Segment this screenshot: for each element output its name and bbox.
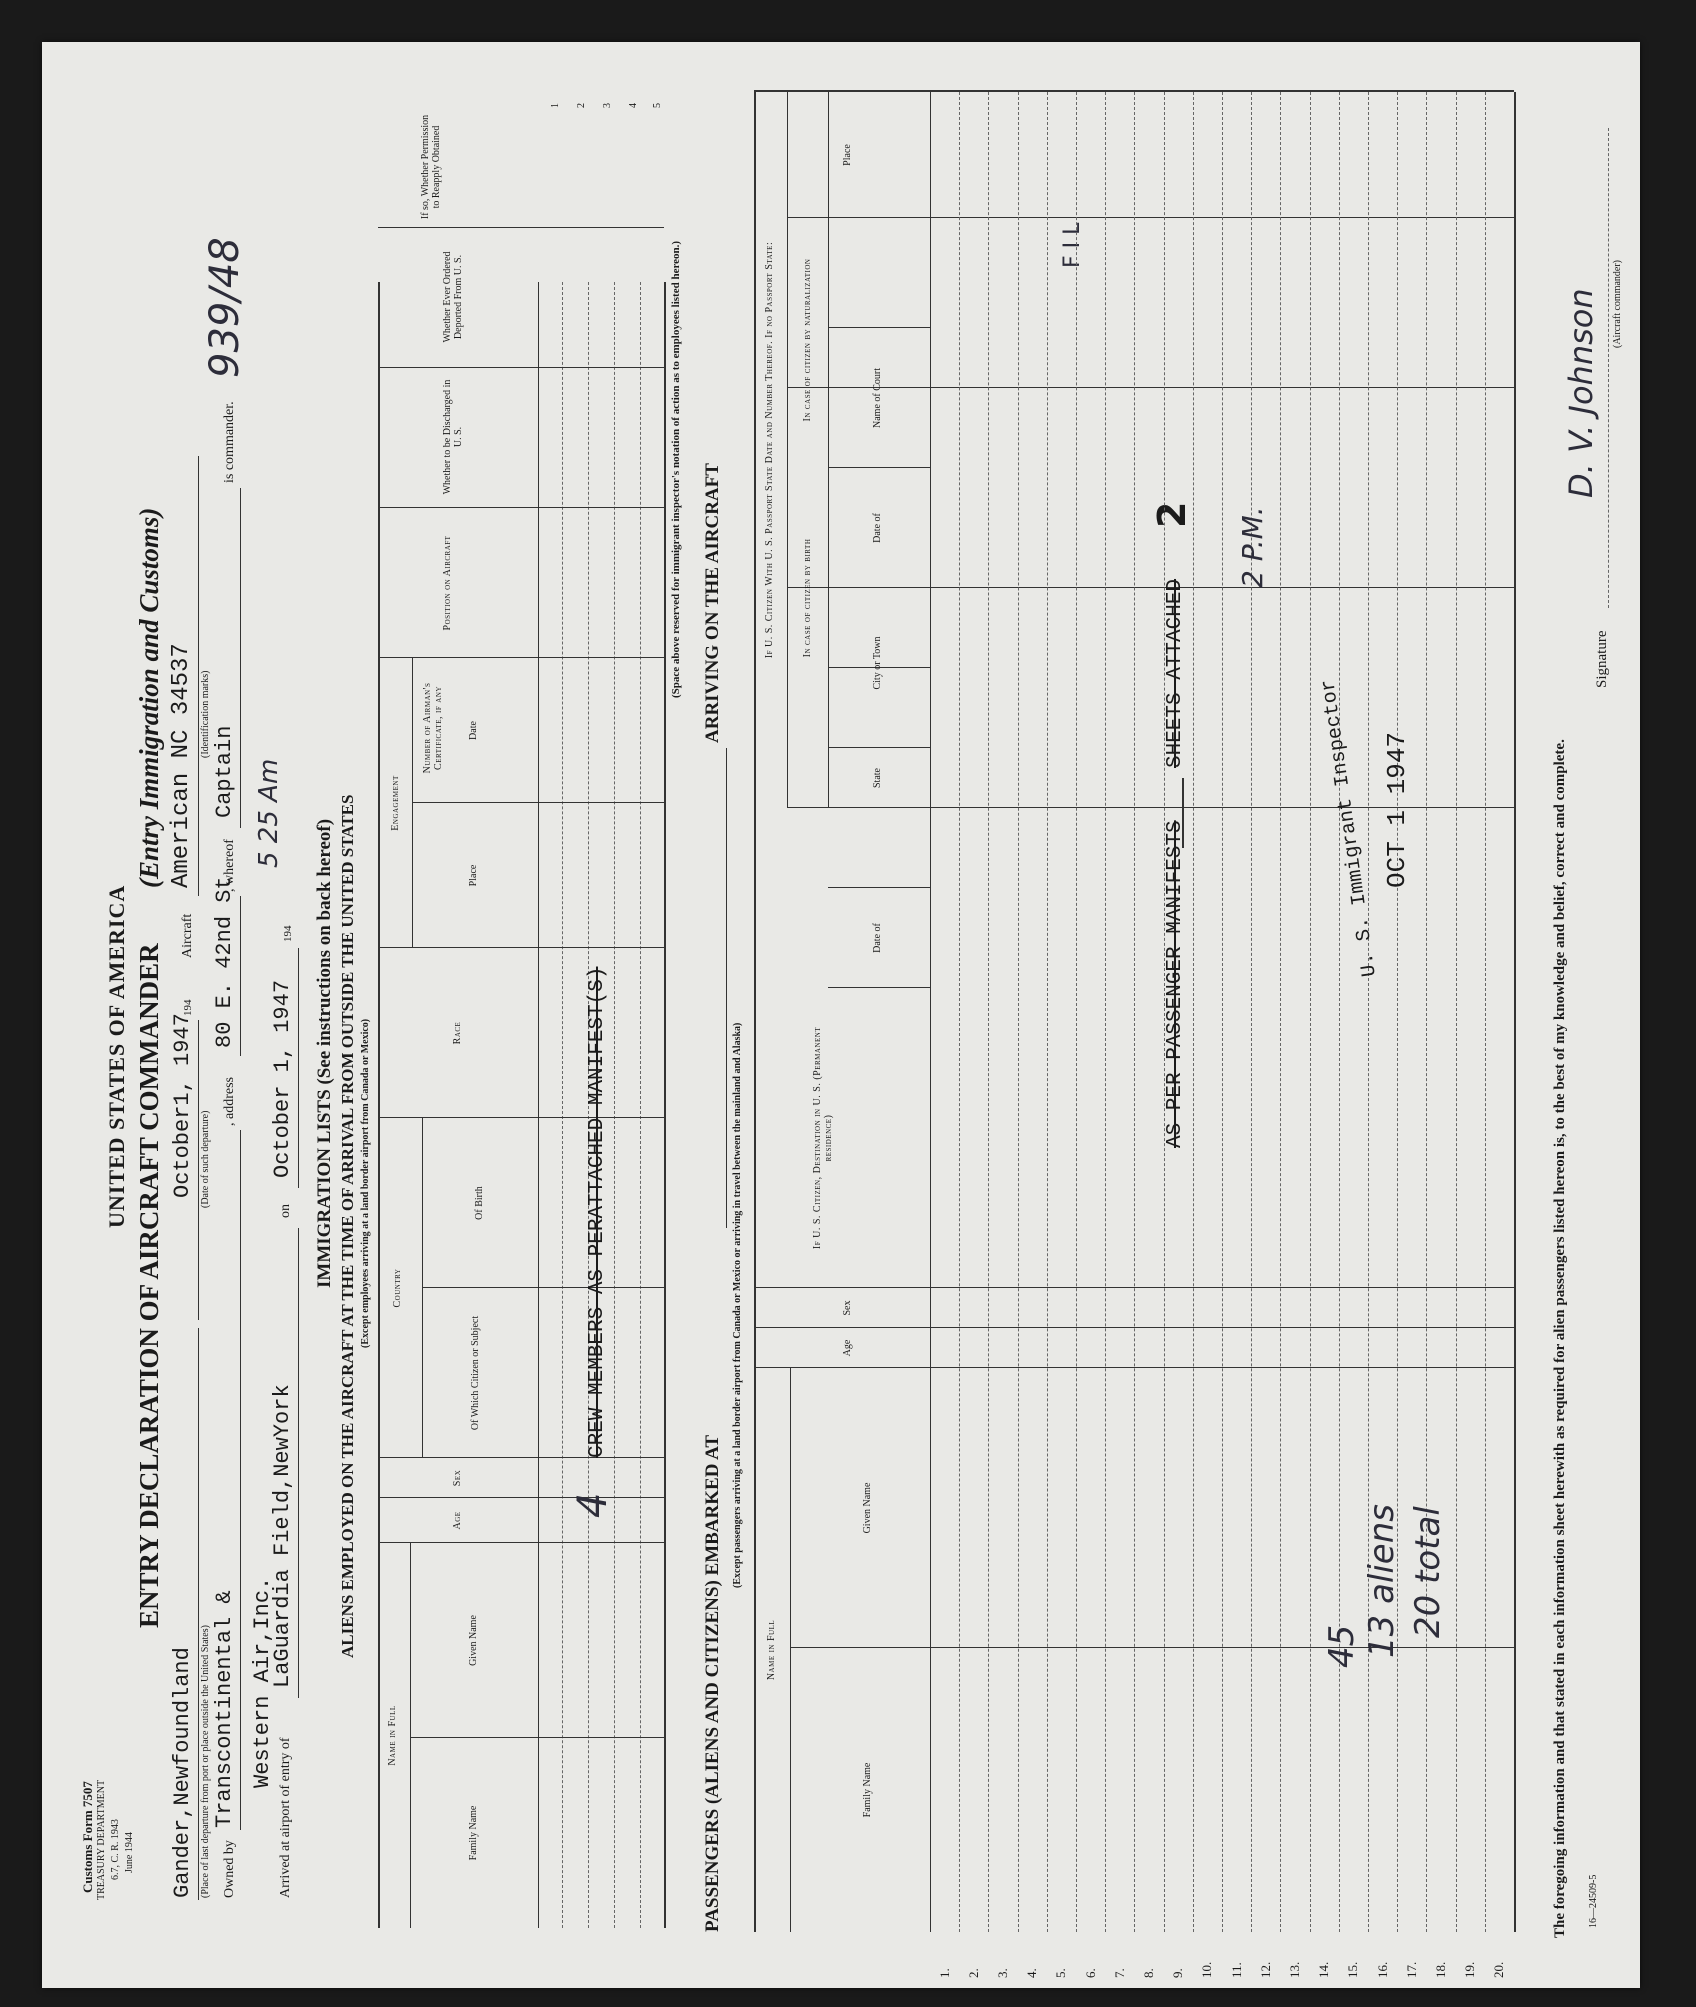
arrival-year-suffix: 194 <box>282 925 294 942</box>
passenger-row-number: 4. <box>1024 1968 1040 1978</box>
pass-col-name-of-court: Name of Court <box>872 368 883 428</box>
passenger-row-line <box>988 92 989 1932</box>
passenger-row-number: 20. <box>1491 1961 1507 1978</box>
passenger-heading-end: ARRIVING ON THE AIRCRAFT <box>702 463 723 743</box>
passenger-row-number: 7. <box>1111 1968 1127 1978</box>
passenger-row-line <box>1222 92 1223 1932</box>
crew-col-position: Position on Aircraft <box>442 535 453 631</box>
passenger-row-line <box>959 92 960 1932</box>
revised-date: June 1944 <box>124 1832 135 1873</box>
passenger-row-line <box>1251 92 1252 1932</box>
pass-col-destination: If U. S. Citizen, Destination in U. S. (Permanent residence) <box>812 1026 834 1250</box>
pass-col-by-naturalization: In case of citizen by naturalization <box>802 258 813 422</box>
passenger-row-line <box>1105 92 1106 1932</box>
passenger-row-line <box>1280 92 1281 1932</box>
print-code: 16—24509-5 <box>1588 1874 1599 1928</box>
whereof-label: , whereof <box>222 839 237 892</box>
crew-heading: IMMIGRATION LISTS (See instructions on back hereof) <box>314 818 335 1288</box>
passenger-row-number: 1. <box>936 1968 952 1978</box>
crew-col-given-name: Given Name <box>468 1615 479 1666</box>
crew-col-discharged: Whether to be Discharged in U. S. <box>442 379 464 495</box>
passenger-row-number: 14. <box>1316 1961 1332 1978</box>
owner-line2: Western Air,Inc. <box>250 1576 275 1788</box>
passenger-row-line <box>1134 92 1135 1932</box>
title-main: ENTRY DECLARATION OF AIRCRAFT COMMANDER <box>134 943 164 1628</box>
rotated-form <box>42 42 1640 1988</box>
passenger-row-number: 18. <box>1433 1961 1448 1978</box>
passenger-row-number: 19. <box>1462 1961 1478 1978</box>
passenger-row-number: 13. <box>1287 1961 1302 1978</box>
passenger-row-number: 16. <box>1374 1961 1390 1978</box>
crew-row-num: 5 <box>652 103 663 108</box>
crew-col-deported: Whether Ever Ordered Deported From U. S. <box>442 251 464 343</box>
crew-inspector-note: (Space above reserved for immigrant inspector's notation of action as to employees listed hereon.) <box>670 240 682 698</box>
passenger-row-line <box>1426 92 1427 1932</box>
airport-of-entry: LaGuardia Field,NewYork <box>270 1384 295 1688</box>
crew-col-country: Country <box>392 1268 403 1308</box>
passenger-row-line <box>1485 92 1486 1932</box>
hand-note-2: 13 aliens <box>1362 1504 1402 1658</box>
crew-note: (Except employees arriving at a land border airport from Canada or Mexico) <box>360 1018 371 1348</box>
crew-col-citizen-of: Of Which Citizen or Subject <box>470 1315 481 1431</box>
passenger-row-line <box>1456 92 1457 1932</box>
title-country: UNITED STATES OF AMERICA <box>104 884 129 1228</box>
signature-caption: (Aircraft commander) <box>1612 259 1623 348</box>
arrived-label: Arrived at airport of entry of <box>278 1737 293 1898</box>
commander: Captain <box>212 725 237 818</box>
crew-subheading: ALIENS EMPLOYED ON THE AIRCRAFT AT THE TIME OF ARRIVAL FROM OUTSIDE THE UNITED STATES <box>338 794 357 1658</box>
hand-note-3: 20 total <box>1408 1506 1448 1638</box>
passenger-row-number: 6. <box>1082 1968 1098 1978</box>
passenger-row-number: 3. <box>995 1968 1010 1978</box>
pass-col-name-in-full: Name in Full <box>766 1619 777 1681</box>
on-label: on <box>278 1204 293 1218</box>
department: TREASURY DEPARTMENT <box>96 1779 107 1900</box>
passenger-row-number: 2. <box>965 1968 981 1978</box>
passenger-row-number: 11. <box>1228 1962 1244 1978</box>
pass-col-family-name: Family Name <box>862 1762 873 1818</box>
crew-col-certificate: Number of Airman's Certificate, if any <box>422 682 444 774</box>
address-value: 80 E. 42nd St <box>212 876 237 1048</box>
crew-col-date: Date <box>468 721 479 740</box>
crew-col-permission: If so, Whether Permission to Reapply Obtained <box>420 114 442 220</box>
passenger-row-line <box>1018 92 1019 1932</box>
passenger-row-line <box>1193 92 1194 1932</box>
inspector-stamp: U. S. Immigrant Inspector <box>1317 677 1382 979</box>
stamp-date: OCT 1 1947 <box>1382 731 1412 888</box>
crew-handwritten-count: 4 <box>570 1492 616 1518</box>
crew-col-family-name: Family Name <box>468 1805 479 1861</box>
date-caption: (Date of such departure) <box>200 1110 211 1208</box>
pass-col-given-name: Given Name <box>862 1482 873 1534</box>
pass-col-place: Place <box>842 144 853 166</box>
crew-row-num: 2 <box>576 103 587 108</box>
owned-by-label: Owned by <box>222 1840 237 1898</box>
mark-2: 2 <box>1150 501 1194 528</box>
crew-col-engagement: Engagement <box>390 775 401 831</box>
signature-label: Signature <box>1594 630 1610 688</box>
passenger-row-line <box>1310 92 1311 1932</box>
place-caption: (Place of last departure from port or place outside the United States) <box>200 1625 211 1898</box>
place-of-departure: Gander,Newfoundland <box>170 1647 195 1898</box>
passenger-typed-entry: AS PER PASSENGER MANIFESTS <box>1164 820 1187 1148</box>
owner-line1: Transcontinental & <box>212 1590 237 1828</box>
passenger-note: (Except passengers arriving at a land border airport from Canada or Mexico or arriving in travel between the mainland and Alaska) <box>732 1022 743 1588</box>
time-2pm: 2 P.M. <box>1236 506 1269 588</box>
pass-col-date-of-nat: Date of <box>872 513 883 543</box>
pass-col-by-birth: In case of citizen by birth <box>802 538 813 658</box>
crew-col-race: Race <box>452 1021 463 1045</box>
passenger-row-number: 8. <box>1141 1968 1156 1978</box>
document-page <box>42 42 1640 1988</box>
hand-note-1: 45 <box>1322 1624 1362 1668</box>
passenger-row-number: 5. <box>1053 1968 1069 1978</box>
regulation: 6.7, C. R. 1943 <box>110 1819 121 1880</box>
pass-col-age: Age <box>842 1339 853 1357</box>
mark-fil: F I L <box>1060 222 1085 268</box>
passenger-row-line <box>1076 92 1077 1932</box>
form-number: Customs Form 7507 <box>80 1781 95 1893</box>
pass-col-state: State <box>872 768 883 788</box>
signature: D. V. Johnson <box>1562 288 1600 498</box>
file-number: 939/48 <box>202 237 248 378</box>
crew-row-num: 3 <box>602 103 613 108</box>
pass-col-sex: Sex <box>842 1300 853 1316</box>
pass-col-citizen-header: If U. S. Citizen With U. S. Passport State Date and Number Thereof. If no Passport State: <box>764 241 775 659</box>
crew-col-sex: Sex <box>452 1469 463 1487</box>
aircraft-label: Aircraft <box>180 913 195 958</box>
aircraft-id: American NC 34537 <box>168 643 195 888</box>
departure-date: October1, 1947 <box>170 1013 195 1198</box>
passenger-typed-entry2: SHEETS ATTACHED <box>1164 578 1187 768</box>
passenger-row-number: 15. <box>1345 1961 1361 1978</box>
crew-col-place: Place <box>468 864 479 887</box>
crew-col-age: Age <box>452 1511 463 1530</box>
passenger-row-number: 9. <box>1170 1968 1186 1978</box>
time-stamp: 5 25 Am <box>254 758 284 868</box>
arrival-date: October 1, 1947 <box>270 979 295 1178</box>
passenger-row-number: 12. <box>1257 1961 1273 1978</box>
id-caption: (Identification marks) <box>200 670 211 758</box>
crew-col-name-in-full: Name in Full <box>387 1705 398 1766</box>
crew-typed-entry: CREW MEMBERS AS PERATTACHED MANIFEST(S) <box>586 966 609 1458</box>
is-commander-label: is commander. <box>222 401 237 483</box>
crew-row-num: 4 <box>628 103 639 108</box>
crew-row-num: 1 <box>550 103 561 108</box>
year-suffix: 194 <box>182 999 194 1016</box>
pass-col-city: City or Town <box>872 636 883 690</box>
passenger-row-number: 10. <box>1199 1961 1215 1978</box>
title-sub: (Entry Immigration and Customs) <box>134 507 164 888</box>
address-label: , address <box>222 1077 237 1126</box>
passenger-row-line <box>1047 92 1048 1932</box>
certification-text: The foregoing information and that stated in each information sheet herewith as required for alien passengers listed hereon is, to the best of my knowledge and belief, correct and complete. <box>1552 739 1568 1938</box>
crew-col-of-birth: Of Birth <box>474 1186 485 1220</box>
passenger-row-number: 17. <box>1403 1961 1419 1978</box>
pass-col-date-of: Date of <box>872 923 883 953</box>
passenger-heading: PASSENGERS (ALIENS AND CITIZENS) EMBARKED AT <box>702 1434 723 1932</box>
